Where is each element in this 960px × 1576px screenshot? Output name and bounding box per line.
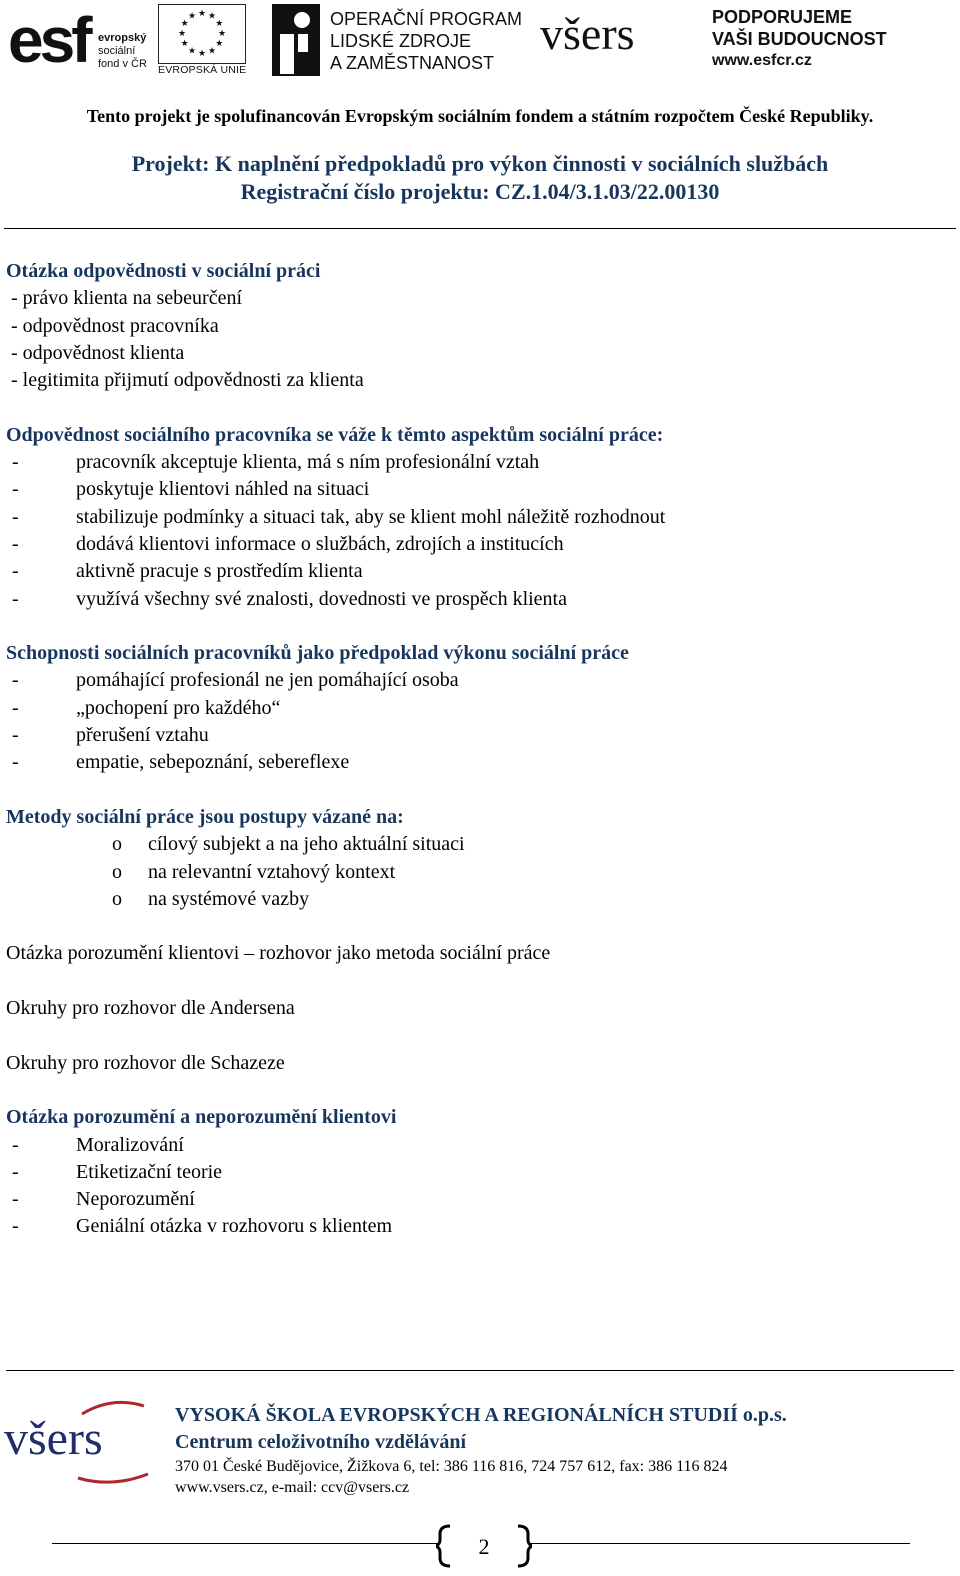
- list-item: [6, 558, 946, 585]
- list-marker: -: [12, 560, 19, 583]
- project-name: Projekt: K naplnění předpokladů pro výkon činnosti v sociálních službách: [131, 151, 829, 176]
- paragraph: Okruhy pro rozhovor dle Schazeze: [6, 1051, 285, 1074]
- list-item: [6, 859, 946, 886]
- section: [6, 1104, 946, 1240]
- eu-logo: [154, 4, 250, 78]
- paragraph: Okruhy pro rozhovor dle Andersena: [6, 997, 295, 1020]
- esf-logo-letters: esf: [8, 4, 89, 76]
- list-item-text: Etiketizační teorie: [76, 1160, 223, 1183]
- op-lzz-logo: [270, 2, 540, 80]
- list-item: [6, 1186, 946, 1213]
- logo-band: [0, 0, 960, 84]
- footer-address: [175, 1402, 955, 1498]
- project-registration: Registrační číslo projektu: CZ.1.04/3.1.03/22.00130: [240, 179, 720, 204]
- list-marker: o: [112, 860, 122, 883]
- esf-caption-line: evropský: [98, 32, 147, 44]
- list-item-text: na relevantní vztahový kontext: [148, 860, 396, 883]
- section-heading: Odpovědnost sociálního pracovníka se váže k těmto aspektům sociální práce:: [6, 423, 664, 446]
- list-item: [6, 476, 946, 503]
- section: [6, 804, 946, 913]
- list-item-text: Neporozumění: [76, 1188, 195, 1211]
- svg-text:★: ★: [187, 46, 197, 57]
- cofinance-statement: Tento projekt je spolufinancován Evropským sociálním fondem a státním rozpočtem České Republiky.: [86, 106, 874, 126]
- project-title: [0, 150, 960, 206]
- list-item: [6, 749, 946, 776]
- svg-text:★: ★: [215, 39, 224, 49]
- list-item-text: cílový subjekt a na jeho aktuální situaci: [148, 833, 465, 856]
- list-marker: -: [12, 478, 19, 501]
- list-item: [6, 449, 946, 476]
- list-item: [6, 1159, 946, 1186]
- list-item-text: na systémové vazby: [148, 887, 310, 910]
- list-item: - odpovědnost klienta: [6, 341, 185, 364]
- paragraph: Otázka porozumění klientovi – rozhovor jako metoda sociální práce: [6, 942, 551, 965]
- svg-text:★: ★: [207, 46, 217, 57]
- svg-text:★: ★: [207, 11, 217, 22]
- vsers-logo-text: všers: [540, 8, 635, 59]
- list-item-text: poskytuje klientovi náhled na situaci: [76, 478, 370, 501]
- list-marker: -: [12, 751, 19, 774]
- svg-text:★: ★: [215, 19, 224, 29]
- list-item: [6, 1132, 946, 1159]
- list-item-text: Geniální otázka v rozhovoru s klientem: [76, 1215, 393, 1238]
- eu-flag-icon: [158, 4, 246, 64]
- list-marker: -: [12, 1215, 19, 1238]
- list-item: [6, 667, 946, 694]
- list-item-text: Moralizování: [76, 1133, 184, 1156]
- list-marker: -: [12, 1160, 19, 1183]
- page-number-rule-right: [530, 1543, 910, 1544]
- list-item-text: „pochopení pro každého“: [76, 696, 281, 719]
- list-item-text: empatie, sebepoznání, sebereflexe: [76, 751, 350, 774]
- page-number: 2: [478, 1534, 490, 1559]
- footer-contact: 370 01 České Budějovice, Žižkova 6, tel: 386 116 816, 724 757 612, fax: 386 116 824: [175, 1458, 728, 1475]
- svg-text:★: ★: [180, 19, 189, 29]
- list-item: [6, 531, 946, 558]
- support-logo: [712, 6, 892, 78]
- list-item-text: využívá všechny své znalosti, dovednosti ve prospěch klienta: [76, 587, 567, 610]
- esf-logo-caption: [98, 32, 158, 71]
- esf-caption-line: fond v ČR: [98, 58, 147, 70]
- esf-logo: [6, 2, 152, 78]
- list-marker: o: [112, 887, 122, 910]
- svg-text:★: ★: [197, 9, 207, 19]
- list-item: [6, 695, 946, 722]
- list-marker: -: [12, 724, 19, 747]
- op-logo-line: A ZAMĚSTNANOST: [330, 53, 495, 73]
- list-item: [6, 1213, 946, 1240]
- list-item: [6, 831, 946, 858]
- list-item: - právo klienta na sebeurčení: [6, 287, 243, 310]
- list-marker: -: [12, 451, 19, 474]
- list-item-text: stabilizuje podmínky a situaci tak, aby se klient mohl náležitě rozhodnout: [76, 505, 666, 528]
- section: [6, 640, 946, 776]
- list-item: [6, 886, 946, 913]
- section-heading: Metody sociální práce jsou postupy vázané na:: [6, 805, 404, 828]
- op-logo-line: LIDSKÉ ZDROJE: [330, 31, 472, 51]
- footer-divider: [6, 1370, 954, 1371]
- esf-caption-line: sociální: [98, 45, 136, 57]
- list-item: - legitimita přijmutí odpovědnosti za klienta: [6, 369, 364, 392]
- footer-vsers-logo: [4, 1396, 154, 1488]
- support-logo-line: PODPORUJEME: [712, 7, 853, 27]
- op-emblem-icon: [272, 4, 322, 76]
- section-heading: Otázka odpovědnosti v sociální práci: [6, 260, 321, 282]
- list-item: [6, 586, 946, 613]
- list-item: - odpovědnost pracovníka: [6, 314, 219, 337]
- op-logo-line: OPERAČNÍ PROGRAM: [330, 9, 523, 29]
- footer-institution: VYSOKÁ ŠKOLA EVROPSKÝCH A REGIONÁLNÍCH STUDIÍ o.p.s.: [175, 1404, 787, 1426]
- footer-department: Centrum celoživotního vzdělávání: [175, 1431, 467, 1453]
- list-item: [6, 504, 946, 531]
- list-marker: o: [112, 833, 122, 856]
- list-item-text: dodává klientovi informace o službách, zdrojích a institucích: [76, 532, 564, 555]
- list-marker: -: [12, 587, 19, 610]
- svg-text:★: ★: [187, 11, 197, 22]
- list-marker: -: [12, 532, 19, 555]
- eu-logo-caption: EVROPSKÁ UNIE: [158, 64, 247, 76]
- list-item-text: pracovník akceptuje klienta, má s ním profesionální vztah: [76, 451, 540, 474]
- page-number-rule-left: [52, 1543, 440, 1544]
- op-logo-text: [330, 8, 540, 74]
- footer-web: www.vsers.cz, e-mail: ccv@vsers.cz: [175, 1479, 410, 1496]
- list-item-text: pomáhající profesionál ne jen pomáhající osoba: [76, 669, 459, 692]
- svg-text:★: ★: [180, 39, 189, 49]
- section: [6, 422, 946, 613]
- section-heading: Schopnosti sociálních pracovníků jako předpoklad výkonu sociální práce: [6, 642, 629, 665]
- section-heading: Otázka porozumění a neporozumění klientovi: [6, 1106, 397, 1129]
- svg-text:★: ★: [177, 29, 187, 39]
- list-item: [6, 722, 946, 749]
- svg-text:★: ★: [197, 49, 207, 59]
- list-item-text: přerušení vztahu: [76, 724, 209, 747]
- list-marker: -: [12, 1133, 19, 1156]
- svg-text:★: ★: [217, 29, 227, 39]
- footer-logo-text: všers: [4, 1412, 103, 1465]
- list-item-text: aktivně pracuje s prostředím klienta: [76, 560, 363, 583]
- document-body: [6, 258, 946, 1268]
- support-logo-line: VAŠI BUDOUCNOST: [712, 29, 887, 49]
- section: [6, 258, 946, 394]
- list-marker: -: [12, 669, 19, 692]
- vsers-logo: [540, 2, 700, 78]
- list-marker: -: [12, 1188, 19, 1211]
- list-marker: -: [12, 696, 19, 719]
- support-logo-url: www.esfcr.cz: [712, 52, 812, 69]
- header-divider: [4, 228, 956, 229]
- list-marker: -: [12, 505, 19, 528]
